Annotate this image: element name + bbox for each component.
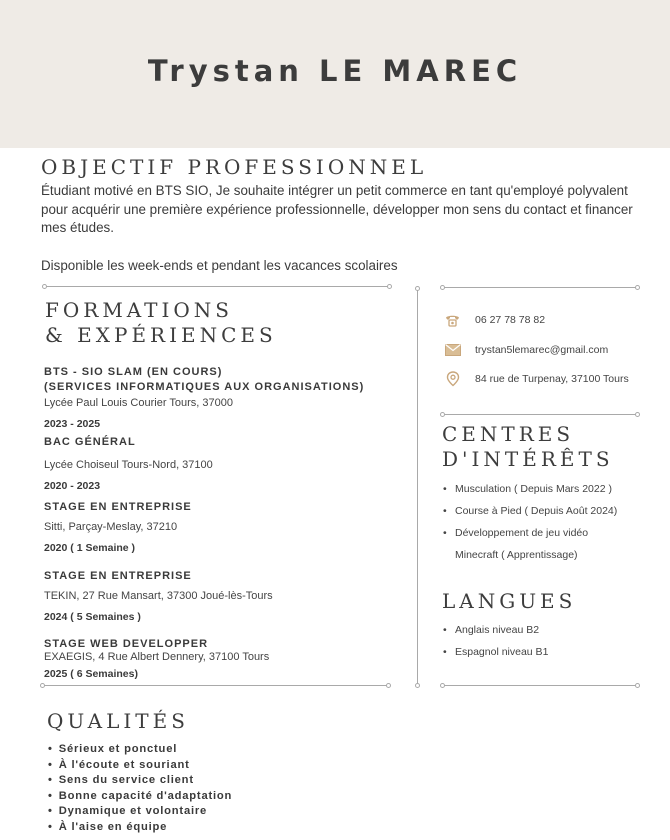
quality-item: • Bonne capacité d'adaptation xyxy=(48,789,232,805)
interest-item: • Musculation ( Depuis Mars 2022 ) xyxy=(443,482,617,504)
language-item: • Espagnol niveau B1 xyxy=(443,645,548,667)
postal-address: 84 rue de Turpenay, 37100 Tours xyxy=(475,373,629,385)
formation-date: 2020 - 2023 xyxy=(44,480,101,492)
divider-dot xyxy=(635,683,640,688)
qualities-list xyxy=(48,742,232,835)
quality-item: • Sérieux et ponctuel xyxy=(48,742,232,758)
interest-item: Minecraft ( Apprentissage) xyxy=(455,549,578,561)
experience-place: TEKIN, 27 Rue Mansart, 37300 Joué-lès-Tours xyxy=(44,590,273,602)
divider-line xyxy=(444,414,636,415)
formations-title-line2: & EXPÉRIENCES xyxy=(45,323,277,347)
formation-place: Lycée Choiseul Tours-Nord, 37100 xyxy=(44,459,213,471)
interests-title-line1: CENTRES xyxy=(442,422,575,446)
header-banner xyxy=(0,0,670,148)
divider-dot xyxy=(440,683,445,688)
language-item: • Anglais niveau B2 xyxy=(443,623,548,645)
quality-item: • À l'aise en équipe xyxy=(48,820,232,836)
contact-address xyxy=(444,372,629,386)
divider-line xyxy=(44,685,387,686)
interests-title xyxy=(442,422,614,472)
objective-title: OBJECTIF PROFESSIONNEL xyxy=(41,155,428,179)
contact-email xyxy=(444,343,608,357)
interests-list xyxy=(443,482,617,570)
phone-number: 06 27 78 78 82 xyxy=(475,314,546,326)
languages-list xyxy=(443,623,548,667)
formation-heading: BAC GÉNÉRAL xyxy=(44,436,136,448)
email-address: trystan5lemarec@gmail.com xyxy=(475,344,609,356)
full-name: Trystan LE MAREC xyxy=(147,54,523,88)
location-pin-icon xyxy=(444,372,461,386)
divider-dot xyxy=(386,683,391,688)
divider-dot xyxy=(440,412,445,417)
experience-date: 2020 ( 1 Semaine ) xyxy=(44,542,136,554)
separator-dot xyxy=(415,286,420,291)
experience-heading: STAGE WEB DEVELOPPER xyxy=(44,638,209,650)
separator-dot xyxy=(415,683,420,688)
experience-place: Sitti, Parçay-Meslay, 37210 xyxy=(44,521,178,533)
interests-title-line2: D'INTÉRÊTS xyxy=(442,447,614,471)
qualities-title: QUALITÉS xyxy=(47,709,189,733)
formation-subheading: (SERVICES INFORMATIQUES AUX ORGANISATIONS) xyxy=(44,381,365,393)
formations-title xyxy=(45,298,277,348)
availability-text: Disponible les week-ends et pendant les vacances scolaires xyxy=(41,258,398,273)
contact-phone xyxy=(444,313,545,327)
experience-heading: STAGE EN ENTREPRISE xyxy=(44,501,192,513)
experience-date: 2025 ( 6 Semaines) xyxy=(44,668,138,680)
quality-item: • Sens du service client xyxy=(48,773,232,789)
objective-text: Étudiant motivé en BTS SIO, Je souhaite intégrer un petit commerce en tant qu'employé polyvalent pour acquérir une première expérience professionnelle, développer mon sens du contact et financer mes études. xyxy=(41,183,633,235)
formation-heading: BTS - SIO SLAM (EN COURS) xyxy=(44,366,223,378)
languages-title: LANGUES xyxy=(442,589,577,613)
divider-dot xyxy=(42,284,47,289)
formations-title-line1: FORMATIONS xyxy=(45,298,233,322)
formation-date: 2023 - 2025 xyxy=(44,418,101,430)
interest-item: • Course à Pied ( Depuis Août 2024) xyxy=(443,504,617,526)
envelope-icon xyxy=(444,343,461,357)
experience-heading: STAGE EN ENTREPRISE xyxy=(44,570,192,582)
divider-dot xyxy=(40,683,45,688)
column-separator xyxy=(417,288,418,686)
interest-item: • Développement de jeu vidéo xyxy=(443,526,617,548)
experience-date: 2024 ( 5 Semaines ) xyxy=(44,611,141,623)
formation-place: Lycée Paul Louis Courier Tours, 37000 xyxy=(44,397,233,409)
divider-dot xyxy=(635,285,640,290)
experience-place: EXAEGIS, 4 Rue Albert Dennery, 37100 Tours xyxy=(44,651,270,663)
divider-line xyxy=(46,286,388,287)
divider-dot xyxy=(440,285,445,290)
divider-dot xyxy=(635,412,640,417)
phone-icon xyxy=(444,313,461,327)
divider-line xyxy=(444,287,636,288)
quality-item: • À l'écoute et souriant xyxy=(48,758,232,774)
quality-item: • Dynamique et volontaire xyxy=(48,804,232,820)
divider-dot xyxy=(387,284,392,289)
divider-line xyxy=(444,685,636,686)
